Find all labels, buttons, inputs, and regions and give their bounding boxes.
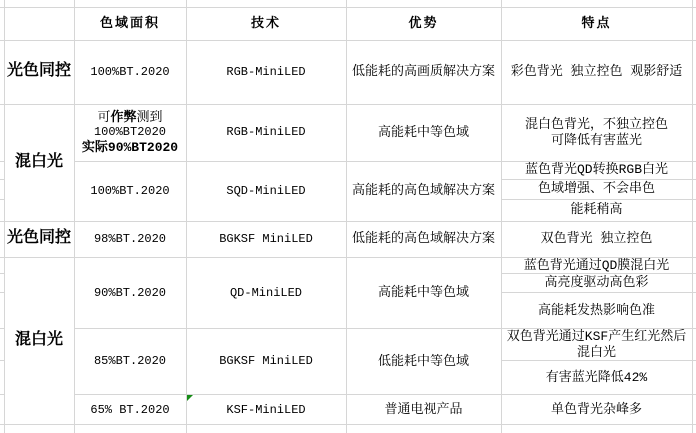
edge-sliver-cell (692, 7, 696, 40)
group-label-cell[interactable]: 混白光 (4, 104, 74, 221)
advantage-cell[interactable]: 低能耗的高色域解决方案 (346, 221, 501, 257)
tech-text: KSF-MiniLED (226, 402, 306, 417)
table-row (0, 221, 696, 257)
gamut-cell[interactable]: 100%BT.2020 (74, 40, 186, 104)
advantage-cell[interactable]: 低能耗中等色域 (346, 329, 501, 395)
tech-cell[interactable]: RGB-MiniLED (186, 40, 346, 104)
gamut-text: 可 (97, 109, 111, 125)
feature-cell[interactable]: 高能耗发热影响色准 (501, 293, 692, 329)
tech-cell[interactable]: SQD-MiniLED (186, 161, 346, 221)
tech-cell[interactable]: RGB-MiniLED (186, 104, 346, 161)
edge-sliver-cell (0, 199, 4, 221)
edge-sliver-cell (692, 199, 696, 221)
feature-cell[interactable]: 单色背光杂峰多 (501, 395, 692, 425)
gamut-text: 测到 (136, 109, 163, 125)
edge-sliver-cell (346, 0, 501, 7)
table-row (0, 257, 696, 274)
edge-sliver-cell (0, 395, 4, 425)
edge-sliver-cell (692, 425, 696, 433)
edge-sliver-cell (501, 0, 692, 7)
advantage-cell[interactable]: 高能耗的高色域解决方案 (346, 161, 501, 221)
feature-cell[interactable]: 双色背光通过KSF产生红光然后混白光 (501, 329, 692, 361)
header-blank-cell[interactable] (4, 7, 74, 40)
edge-sliver-cell (692, 0, 696, 7)
edge-sliver-cell (0, 293, 4, 329)
gamut-cell[interactable]: 90%BT.2020 (74, 257, 186, 329)
edge-sliver-cell (692, 329, 696, 361)
header-gamut-area[interactable]: 色域面积 (74, 7, 186, 40)
edge-sliver-cell (0, 361, 4, 395)
edge-sliver-cell (0, 274, 4, 293)
feature-cell[interactable]: 双色背光 独立控色 (501, 221, 692, 257)
advantage-cell[interactable]: 高能耗中等色域 (346, 257, 501, 329)
edge-sliver-cell (74, 0, 186, 7)
edge-sliver-cell (692, 40, 696, 104)
edge-sliver-cell (692, 274, 696, 293)
gamut-text-line1 (75, 110, 186, 126)
feature-cell[interactable]: 彩色背光 独立控色 观影舒适 (501, 40, 692, 104)
header-feature[interactable]: 特点 (501, 7, 692, 40)
edge-sliver-cell (692, 293, 696, 329)
advantage-cell[interactable]: 低能耗的高画质解决方案 (346, 40, 501, 104)
feature-cell[interactable]: 高亮度驱动高色彩 (501, 274, 692, 293)
edge-sliver-cell (692, 361, 696, 395)
edge-sliver-cell (692, 179, 696, 199)
gamut-text-bold: 作弊 (110, 109, 137, 125)
feature-line: 混白色背光，不独立控色 (524, 116, 668, 132)
gamut-cell[interactable]: 100%BT.2020 (74, 161, 186, 221)
feature-cell[interactable]: 蓝色背光通过QD膜混白光 (501, 257, 692, 274)
feature-cell[interactable]: 色域增强、不会串色 (501, 179, 692, 199)
group-label-cell[interactable]: 混白光 (4, 257, 74, 425)
tech-cell[interactable]: BGKSF MiniLED (186, 221, 346, 257)
feature-line: 可降低有害蓝光 (550, 132, 642, 148)
group-label-cell[interactable]: 光色同控 (4, 221, 74, 257)
table-row (0, 0, 696, 7)
tech-cell[interactable] (186, 395, 346, 425)
table-row (0, 329, 696, 361)
green-corner-flag-icon (187, 395, 193, 401)
edge-sliver-cell (0, 161, 4, 179)
feature-cell[interactable] (501, 104, 692, 161)
edge-sliver-cell (692, 161, 696, 179)
gamut-text-line3: 实际90%BT2020 (81, 139, 179, 155)
group-label-cell[interactable]: 光色同控 (4, 40, 74, 104)
gamut-text-line2: 100%BT2020 (93, 125, 166, 140)
edge-sliver-cell (0, 179, 4, 199)
advantage-cell[interactable]: 高能耗中等色域 (346, 104, 501, 161)
table-row (0, 104, 696, 161)
edge-sliver-cell (692, 395, 696, 425)
header-advantage[interactable]: 优势 (346, 7, 501, 40)
feature-cell[interactable]: 蓝色背光QD转换RGB白光 (501, 161, 692, 179)
edge-sliver-cell (4, 425, 74, 433)
edge-sliver-cell (501, 425, 692, 433)
advantage-cell[interactable]: 普通电视产品 (346, 395, 501, 425)
edge-sliver-cell (4, 0, 74, 7)
table-header-row (0, 7, 696, 40)
gamut-cell[interactable]: 98%BT.2020 (74, 221, 186, 257)
edge-sliver-cell (692, 221, 696, 257)
edge-sliver-cell (346, 425, 501, 433)
edge-sliver-cell (74, 425, 186, 433)
table-row (0, 395, 696, 425)
gamut-cell[interactable]: 65% BT.2020 (74, 395, 186, 425)
edge-sliver-cell (186, 425, 346, 433)
table-row (0, 161, 696, 179)
feature-cell[interactable]: 有害蓝光降低42% (501, 361, 692, 395)
edge-sliver-cell (186, 0, 346, 7)
table-row (0, 40, 696, 104)
gamut-cell[interactable] (74, 104, 186, 161)
edge-sliver-cell (0, 329, 4, 361)
edge-sliver-cell (692, 104, 696, 161)
tech-cell[interactable]: QD-MiniLED (186, 257, 346, 329)
edge-sliver-cell (692, 257, 696, 274)
feature-cell[interactable]: 能耗稍高 (501, 199, 692, 221)
gamut-cell[interactable]: 85%BT.2020 (74, 329, 186, 395)
tech-cell[interactable]: BGKSF MiniLED (186, 329, 346, 395)
header-technology[interactable]: 技术 (186, 7, 346, 40)
table-row (0, 425, 696, 433)
